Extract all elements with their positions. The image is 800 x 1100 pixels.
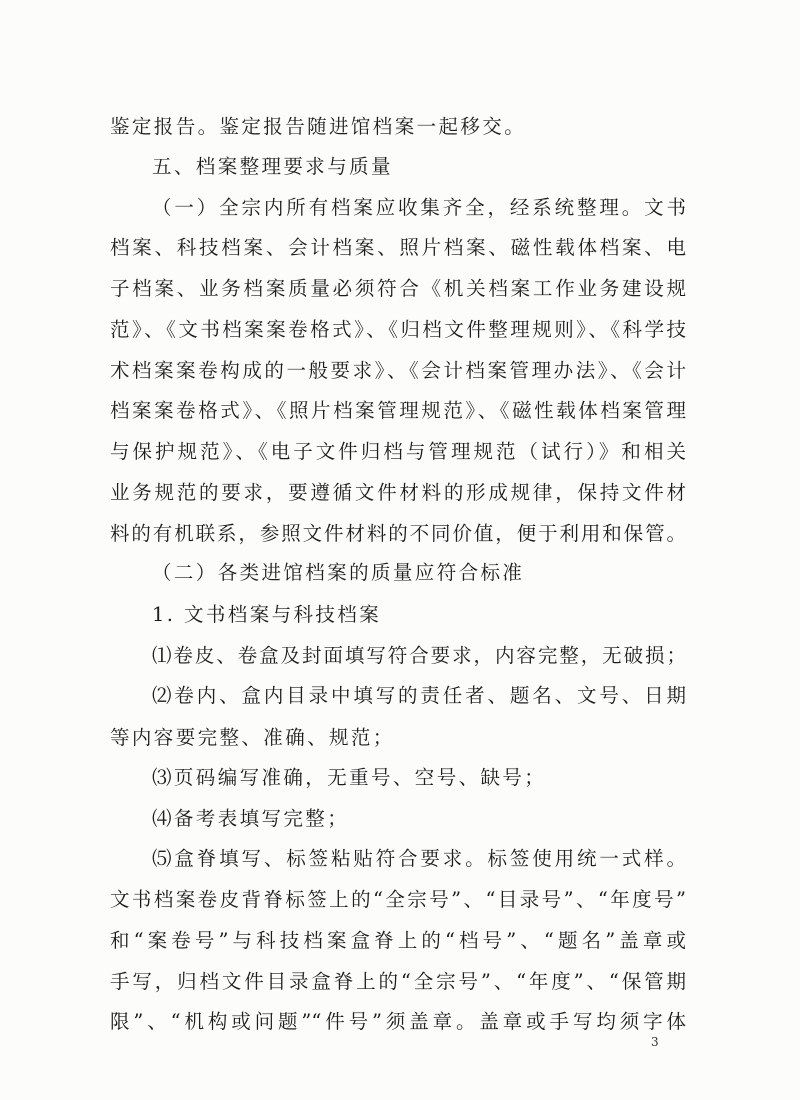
list-item-continuation: 文书档案卷皮背脊标签上的“全宗号”、“目录号”、“年度号” [110,888,686,911]
body-line: 鉴定报告。鉴定报告随进馆档案一起移交。 [110,115,527,138]
list-item-line: ⑴卷皮、卷盒及封面填写符合要求，内容完整，无破损； [152,644,686,667]
page-number: 3 [651,1035,659,1049]
section-heading: 五、档案整理要求与质量 [152,155,393,178]
body-line: 与保护规范》、《电子文件归档与管理规范（试行）》和相关 [110,440,686,463]
body-line: 范》、《文书档案案卷格式》、《归档文件整理规则》、《科学技 [110,318,686,341]
list-item-continuation: 等内容要完整、准确、规范； [110,726,395,749]
list-item-continuation: 限”、“机构或问题”“件号”须盖章。盖章或手写均须字体 [110,1010,686,1033]
list-item-line: ⑶页码编写准确，无重号、空号、缺号； [152,766,547,789]
body-line: 档案、科技档案、会计档案、照片档案、磁性载体档案、电 [110,236,686,259]
body-line: 料的有机联系，参照文件材料的不同价值，便于利用和保管。 [110,522,686,545]
body-line: 业务规范的要求，要遵循文件材料的形成规律，保持文件材 [110,481,686,504]
list-item-line: ⑵卷内、盒内目录中填写的责任者、题名、文号、日期 [152,684,686,707]
body-line: 子档案、业务档案质量必须符合《机关档案工作业务建设规 [110,277,686,300]
list-item-line: ⑸盒脊填写、标签粘贴符合要求。标签使用统一式样。 [152,847,686,870]
list-item-line: ⑷备考表填写完整； [152,807,350,830]
body-line: 档案案卷格式》、《照片档案管理规范》、《磁性载体档案管理 [110,399,686,422]
body-line: 术档案案卷构成的一般要求》、《会计档案管理办法》、《会计 [110,359,686,382]
list-item-continuation: 手写，归档文件目录盒脊上的“全宗号”、“年度”、“保管期 [110,970,686,993]
paragraph-first-line: （一）全宗内所有档案应收集齐全，经系统整理。文书 [152,196,686,219]
list-item-continuation: 和“案卷号”与科技档案盒脊上的“档号”、“题名”盖章或 [110,929,686,952]
numbered-heading: 1. 文书档案与科技档案 [152,603,382,626]
subsection-heading: （二）各类进馆档案的质量应符合标准 [152,561,525,584]
